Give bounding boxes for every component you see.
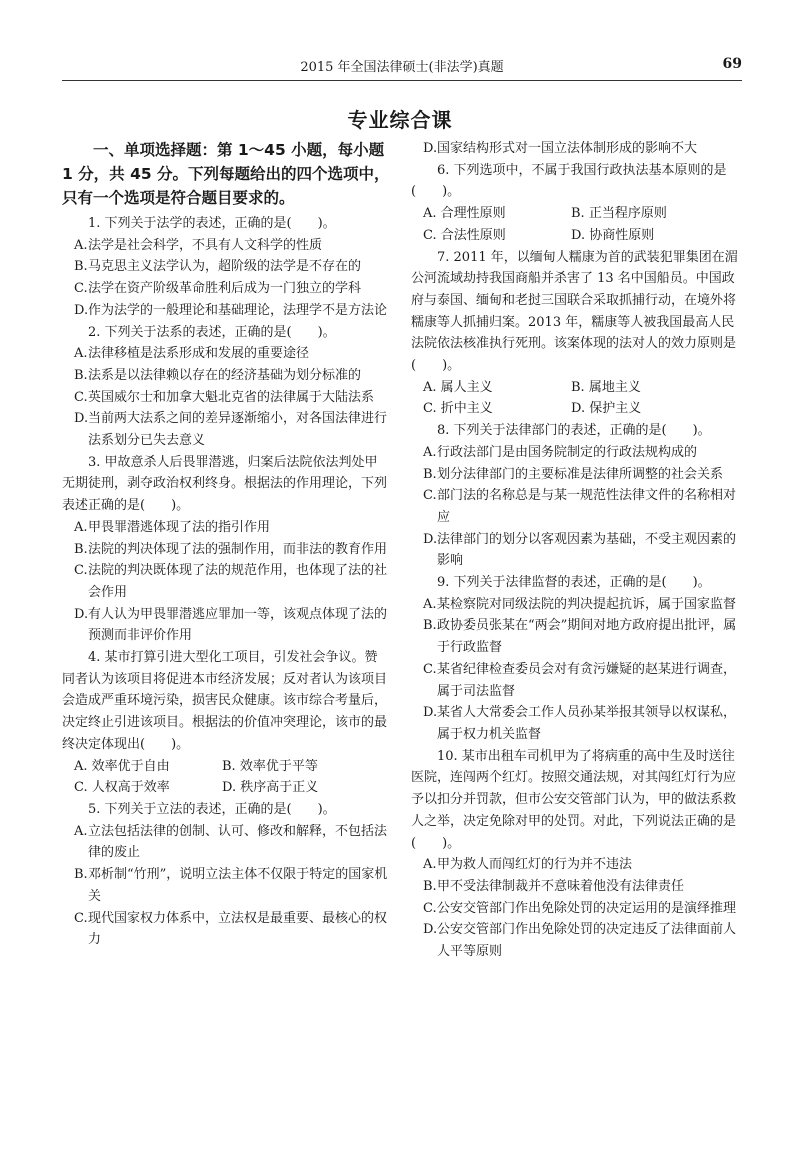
option-text: 邓析制“竹刑”，说明立法主体不仅限于特定的国家机关 <box>88 867 388 904</box>
option-a <box>62 821 390 864</box>
option-letter: A. <box>423 379 437 395</box>
option-a <box>62 517 390 539</box>
option-text: 现代国家权力体系中，立法权是最重要、最核心的权力 <box>88 910 388 948</box>
option-letter: B. <box>222 758 236 774</box>
option-text: 合理性原则 <box>440 206 506 222</box>
option-text: 部门法的名称总是与某一规范性法律文件的名称相对应 <box>437 488 737 525</box>
option-text: 属人主义 <box>440 379 493 395</box>
option-c <box>423 398 571 420</box>
question-stem: 9. 下列关于法律监督的表述，正确的是( )。 <box>437 575 711 591</box>
option-letter: A. <box>74 346 88 362</box>
question-1 <box>62 213 390 322</box>
option-d <box>62 300 390 322</box>
option-letter: C. <box>423 401 437 417</box>
option-letter: B. <box>423 466 437 482</box>
page-number: 69 <box>722 56 742 72</box>
option-text: 某省人大常委会工作人员孙某举报其领导以权谋私，属于权力机关监督 <box>437 705 737 742</box>
option-letter: D. <box>571 227 586 243</box>
option-b <box>411 876 743 898</box>
section-title: 专业综合课 <box>347 108 453 132</box>
question-stem: 6. 下列选项中，不属于我国行政执法基本原则的是( )。 <box>411 162 727 200</box>
option-letter: D. <box>423 141 438 156</box>
option-text: 法院的判决体现了法的强制作用，而非法的教育作用 <box>88 541 388 557</box>
option-a <box>62 235 390 257</box>
option-letter: A. <box>74 519 88 535</box>
option-letter: D. <box>423 922 438 938</box>
option-c <box>411 659 743 702</box>
option-text: 政协委员张某在“两会”期间对地方政府提出批评，属于行政监督 <box>437 618 737 656</box>
question-8 <box>411 420 743 572</box>
option-letter: A. <box>423 596 437 612</box>
option-b <box>411 615 743 658</box>
option-text: 折中主义 <box>440 401 493 417</box>
option-b <box>222 756 370 778</box>
option-letter: D. <box>571 401 586 417</box>
option-d <box>62 408 390 451</box>
question-stem: 4. 某市打算引进大型化工项目，引发社会争议。赞同者认为该项目将促进本市经济发展；反对者认为该项目会造成严重环境污染，损害民众健康。该市综合考量后，决定终止引进该项目。根据法的价值冲突理论，该市的最终决定体现出( )。 <box>62 650 388 752</box>
option-text: 当前两大法系之间的差异逐渐缩小，对各国法律进行法系划分已失去意义 <box>88 411 388 449</box>
option-letter: B. <box>423 618 437 634</box>
option-letter: D. <box>74 411 89 427</box>
option-d <box>571 398 719 420</box>
option-c <box>423 225 571 247</box>
option-c <box>74 777 222 799</box>
option-text: 划分法律部门的主要标准是法律所调整的社会关系 <box>437 466 724 482</box>
option-row <box>62 756 390 778</box>
option-text: 法院的判决既体现了法的规范作用，也体现了法的社会作用 <box>88 563 388 600</box>
option-letter: B. <box>571 206 585 222</box>
option-letter: C. <box>74 389 88 405</box>
option-d <box>411 529 743 572</box>
option-text: 法学是社会科学，不具有人文科学的性质 <box>88 237 323 253</box>
option-letter: C. <box>74 780 88 796</box>
option-letter: B. <box>74 867 88 883</box>
option-text: 甲不受法律制裁并不意味着他没有法律责任 <box>437 878 685 894</box>
option-b <box>571 377 719 399</box>
option-letter: C. <box>423 661 437 677</box>
option-text: 有人认为甲畏罪潜逃应罪加一等，该观点体现了法的预测而非评价作用 <box>88 606 388 644</box>
option-letter: A. <box>423 444 437 460</box>
option-letter: A. <box>423 206 437 222</box>
question-5 <box>62 799 390 951</box>
option-text: 秩序高于正义 <box>240 780 319 796</box>
option-text: 协商性原则 <box>589 227 655 243</box>
option-d <box>411 702 743 745</box>
option-letter: C. <box>423 488 437 504</box>
option-letter: B. <box>74 259 88 275</box>
option-text: 行政法部门是由国务院制定的行政法规构成的 <box>437 444 698 460</box>
option-text: 属地主义 <box>588 379 641 395</box>
question-stem: 3. 甲故意杀人后畏罪潜逃，归案后法院依法判处甲无期徒刑，剥夺政治权利终身。根据法的作用理论，下列表述正确的是( )。 <box>62 454 388 514</box>
option-text: 甲畏罪潜逃体现了法的指引作用 <box>88 519 271 535</box>
option-a <box>62 343 390 365</box>
option-letter: B. <box>571 379 585 395</box>
option-text: 作为法学的一般理论和基础理论，法理学不是方法论 <box>88 302 388 318</box>
option-a <box>423 203 571 225</box>
question-9 <box>411 572 743 746</box>
right-column <box>411 138 743 963</box>
option-c <box>62 387 390 409</box>
question-stem: 5. 下列关于立法的表述，正确的是( )。 <box>88 801 336 817</box>
question-stem: 1. 下列关于法学的表述，正确的是( )。 <box>88 216 336 231</box>
option-letter: D. <box>74 302 89 318</box>
option-text: 人权高于效率 <box>91 780 170 796</box>
option-letter: C. <box>74 910 88 926</box>
question-7 <box>411 247 743 421</box>
option-b <box>62 365 390 387</box>
option-letter: B. <box>74 541 88 557</box>
option-c <box>62 908 390 951</box>
option-c <box>62 560 390 603</box>
option-a <box>411 854 743 876</box>
option-row <box>411 377 743 399</box>
section-instructions: 一、单项选择题：第 1～45 小题，每小题 1 分，共 45 分。下列每题给出的四个选项中，只有一个选项是符合题目要求的。 <box>62 141 390 207</box>
question-stem: 2. 下列关于法系的表述，正确的是( )。 <box>88 324 336 340</box>
option-c <box>411 485 743 528</box>
option-text: 法律部门的划分以客观因素为基础，不受主观因素的影响 <box>437 531 737 569</box>
option-letter: D. <box>423 531 438 547</box>
option-letter: D. <box>423 705 438 721</box>
option-text: 法学在资产阶级革命胜利后成为一门独立的学科 <box>88 281 362 297</box>
option-b <box>62 864 390 907</box>
header-divider <box>62 80 742 81</box>
option-row <box>411 203 743 225</box>
option-text: 合法性原则 <box>440 227 506 243</box>
option-letter: C. <box>423 227 437 243</box>
option-text: 国家结构形式对一国立法体制形成的影响不大 <box>437 141 698 156</box>
option-c <box>62 278 390 300</box>
option-d <box>411 919 743 962</box>
option-letter: D. <box>222 780 237 796</box>
option-text: 英国威尔士和加拿大魁北克省的法律属于大陆法系 <box>88 389 375 405</box>
question-10 <box>411 746 743 963</box>
option-letter: C. <box>423 900 437 916</box>
option-text: 法律移植是法系形成和发展的重要途径 <box>88 346 310 362</box>
option-text: 公安交管部门作出免除处罚的决定运用的是演绎推理 <box>437 900 737 916</box>
option-letter: B. <box>423 878 437 894</box>
option-row <box>411 225 743 247</box>
question-stem: 8. 下列关于法律部门的表述，正确的是( )。 <box>437 423 711 439</box>
option-d <box>62 604 390 647</box>
question-stem: 7. 2011 年，以缅甸人糯康为首的武装犯罪集团在湄公河流域劫持我国商船并杀害了 13 名中国船员。中国政府与泰国、缅甸和老挝三国联合采取抓捕行动，在境外将糯康等人抓捕归案。2013 年，糯康等人被我国最高人民法院依法核准执行死刑。该案体现的法对人的效力原则是( )。 <box>411 249 738 374</box>
option-c <box>411 898 743 920</box>
option-d <box>411 138 743 160</box>
option-b <box>62 256 390 278</box>
option-text: 立法包括法律的创制、认可、修改和解释，不包括法律的废止 <box>88 823 388 861</box>
option-letter: D. <box>74 606 89 622</box>
running-header <box>62 56 742 78</box>
option-a <box>423 377 571 399</box>
option-b <box>571 203 719 225</box>
left-column <box>62 138 390 951</box>
option-text: 公安交管部门作出免除处罚的决定违反了法律面前人人平等原则 <box>437 922 737 960</box>
option-letter: B. <box>74 367 88 383</box>
question-6 <box>411 160 743 247</box>
option-letter: C. <box>74 563 88 579</box>
option-text: 某检察院对同级法院的判决提起抗诉，属于国家监督 <box>437 596 737 612</box>
option-text: 甲为救人而闯红灯的行为并不违法 <box>437 857 633 873</box>
option-text: 马克思主义法学认为，超阶级的法学是不存在的 <box>88 259 362 275</box>
option-a <box>411 442 743 464</box>
option-text: 正当程序原则 <box>588 206 667 222</box>
option-letter: A. <box>423 857 437 873</box>
option-text: 某省纪律检查委员会对有贪污嫌疑的赵某进行调查，属于司法监督 <box>437 661 737 699</box>
option-d <box>222 777 370 799</box>
option-row <box>62 777 390 799</box>
option-row <box>411 398 743 420</box>
option-letter: A. <box>74 237 88 253</box>
question-4 <box>62 647 390 799</box>
option-d <box>571 225 719 247</box>
option-letter: C. <box>74 281 88 297</box>
question-stem: 10. 某市出租车司机甲为了将病重的高中生及时送往医院，连闯两个红灯。按照交通法规，对其闯红灯行为应予以扣分并罚款，但市公安交管部门认为，甲的做法系救人之举，决定免除对甲的处罚。对此，下列说法正确的是( )。 <box>411 748 737 851</box>
option-a <box>74 756 222 778</box>
option-b <box>411 464 743 486</box>
option-text: 效率优于自由 <box>91 758 170 774</box>
option-b <box>62 539 390 561</box>
option-letter: A. <box>74 823 88 839</box>
running-header-title: 2015 年全国法律硕士(非法学)真题 <box>300 60 504 75</box>
option-letter: A. <box>74 758 88 774</box>
option-text: 保护主义 <box>589 401 642 417</box>
option-text: 效率优于平等 <box>239 758 318 774</box>
option-a <box>411 594 743 616</box>
question-3 <box>62 452 390 647</box>
question-2 <box>62 322 390 452</box>
option-text: 法系是以法律赖以存在的经济基础为划分标准的 <box>88 367 362 383</box>
